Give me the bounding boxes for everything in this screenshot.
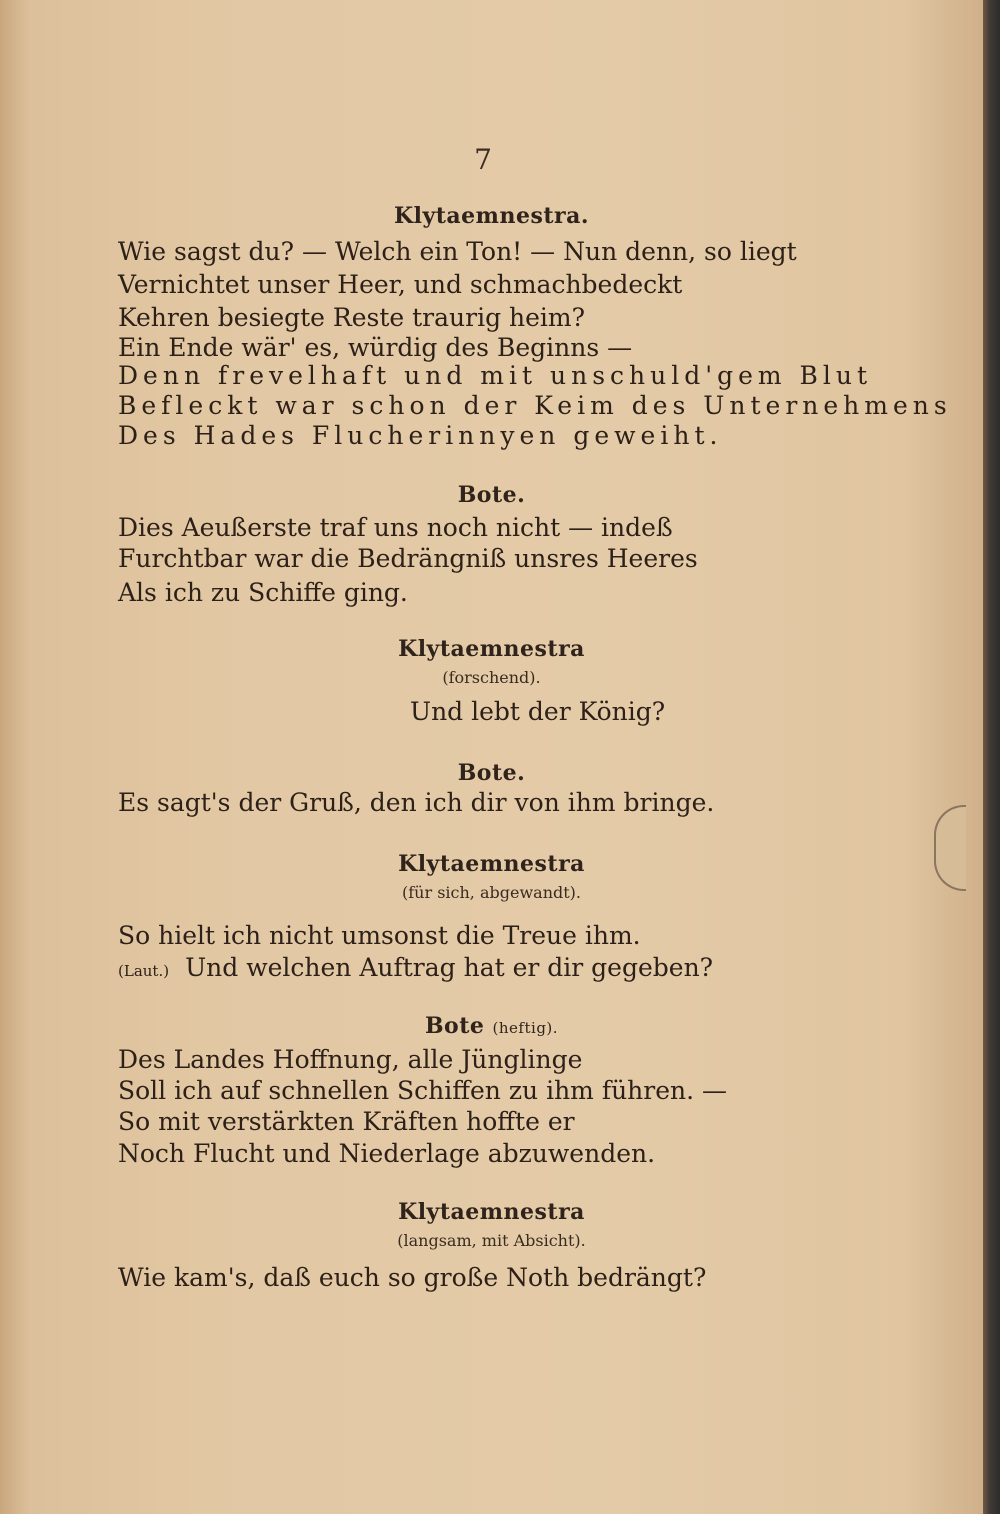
verse-line: Vernichtet unser Heer, und schmachbedeckt	[118, 270, 683, 299]
verse-line: Soll ich auf schnellen Schiffen zu ihm führen. —	[118, 1076, 728, 1105]
paper-tab-mark	[934, 805, 966, 891]
verse-line: Denn frevelhaft und mit unschuld'gem Blut	[118, 361, 873, 390]
verse-line: Es sagt's der Gruß, den ich dir von ihm bringe.	[118, 788, 715, 817]
verse-line: So hielt ich nicht umsonst die Treue ihm.	[118, 921, 641, 950]
book-spine	[983, 0, 1000, 1514]
speaker-with-direction	[0, 1013, 983, 1039]
aside-direction: (Laut.)	[118, 962, 170, 980]
stage-direction: (forschend).	[442, 668, 541, 687]
speaker-name: Klytaemnestra	[398, 851, 585, 877]
speaker-name: Bote.	[457, 482, 526, 508]
speaker-name: Bote.	[457, 760, 526, 786]
speaker-name: Bote	[424, 1013, 485, 1039]
verse-line: Noch Flucht und Niederlage abzuwenden.	[118, 1139, 656, 1168]
stage-direction: (für sich, abgewandt).	[402, 883, 581, 902]
stage-direction: (heftig).	[492, 1019, 559, 1037]
verse-line: Kehren besiegte Reste traurig heim?	[118, 303, 586, 332]
aside-line-text: Und welchen Auftrag hat er dir gegeben?	[185, 953, 714, 982]
stage-direction: (langsam, mit Absicht).	[397, 1231, 586, 1250]
verse-line: Wie sagst du? — Welch ein Ton! — Nun denn, so liegt	[118, 237, 797, 266]
verse-line: Ein Ende wär' es, würdig des Beginns —	[118, 333, 633, 362]
verse-line: Furchtbar war die Bedrängniß unsres Heeres	[118, 544, 698, 573]
verse-line: Des Hades Flucherinnyen geweiht.	[118, 421, 723, 450]
verse-line-with-aside	[118, 953, 713, 982]
verse-line: Dies Aeußerste traf uns noch nicht — indeß	[118, 513, 673, 542]
speaker-name: Klytaemnestra	[398, 636, 585, 662]
speaker-name: Klytaemnestra.	[394, 203, 589, 229]
page-number: 7	[474, 143, 492, 176]
verse-line: Des Landes Hoffnung, alle Jünglinge	[118, 1045, 583, 1074]
verse-line: Als ich zu Schiffe ging.	[118, 578, 408, 607]
verse-line: Und lebt der König?	[410, 697, 666, 726]
verse-line: So mit verstärkten Kräften hoffte er	[118, 1107, 575, 1136]
verse-line: Befleckt war schon der Keim des Unternehmens	[118, 391, 952, 420]
verse-line: Wie kam's, daß euch so große Noth bedrängt?	[118, 1263, 707, 1292]
speaker-name: Klytaemnestra	[398, 1199, 585, 1225]
